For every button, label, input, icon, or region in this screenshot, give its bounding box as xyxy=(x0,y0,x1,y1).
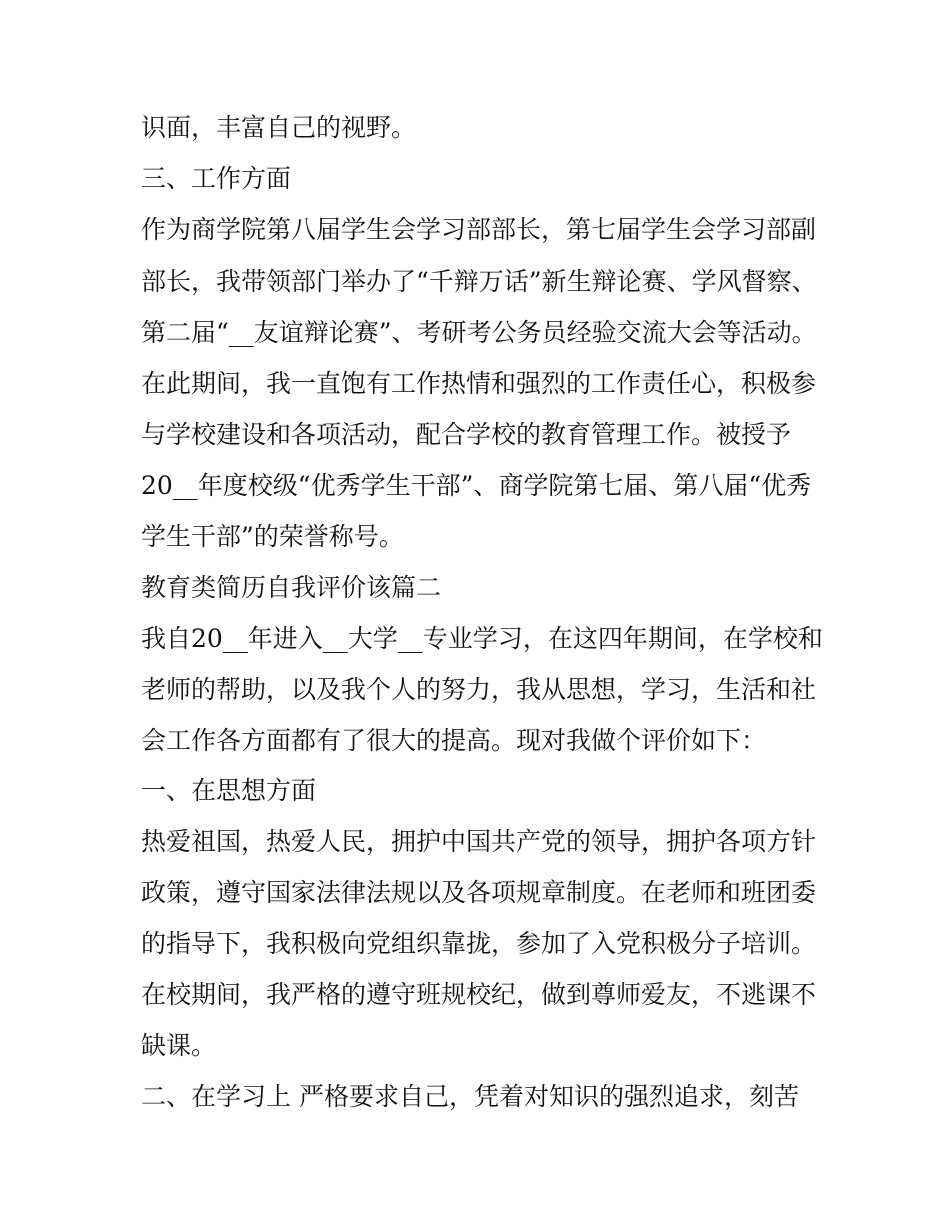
text-line: 在此期间，我一直饱有工作热情和强烈的工作责任心，积极参 xyxy=(141,369,817,398)
text-line: 作为商学院第八届学生会学习部部长，第七届学生会学习部副 xyxy=(141,215,817,244)
text-line: 缺课。 xyxy=(141,1031,217,1060)
text-line: 在校期间，我严格的遵守班规校纪，做到尊师爱友，不逃课不 xyxy=(141,980,817,1009)
text-line: 识面，丰富自己的视野。 xyxy=(141,113,417,142)
text-line: 学生干部”的荣誉称号。 xyxy=(141,522,404,551)
text-line: 老师的帮助，以及我个人的努力，我从思想，学习，生活和社 xyxy=(141,675,817,704)
article-heading: 教育类简历自我评价该篇二 xyxy=(141,573,442,602)
text-line: 20__年度校级“优秀学生干部”、商学院第七届、第八届“优秀 xyxy=(141,471,812,500)
section-heading: 一、在思想方面 xyxy=(141,776,317,805)
text-line: 政策，遵守国家法律法规以及各项规章制度。在老师和班团委 xyxy=(141,878,817,907)
text-line: 部长，我带领部门举办了“千辩万话”新生辩论赛、学风督察、 xyxy=(141,267,817,296)
text-line: 与学校建设和各项活动，配合学校的教育管理工作。被授予 xyxy=(141,420,792,449)
text-line: 热爱祖国，热爱人民，拥护中国共产党的领导，拥护各项方针 xyxy=(141,827,817,856)
section-heading: 三、工作方面 xyxy=(141,164,292,193)
text-line: 我自20__年进入__大学__专业学习，在这四年期间，在学校和 xyxy=(141,624,823,653)
text-line: 第二届“__友谊辩论赛”、考研考公务员经验交流大会等活动。 xyxy=(141,318,817,347)
text-line: 的指导下，我积极向党组织靠拢，参加了入党积极分子培训。 xyxy=(141,929,817,958)
section-heading: 二、在学习上 严格要求自己，凭着对知识的强烈追求，刻苦 xyxy=(141,1082,799,1111)
text-line: 会工作各方面都有了很大的提高。现对我做个评价如下： xyxy=(141,726,767,755)
